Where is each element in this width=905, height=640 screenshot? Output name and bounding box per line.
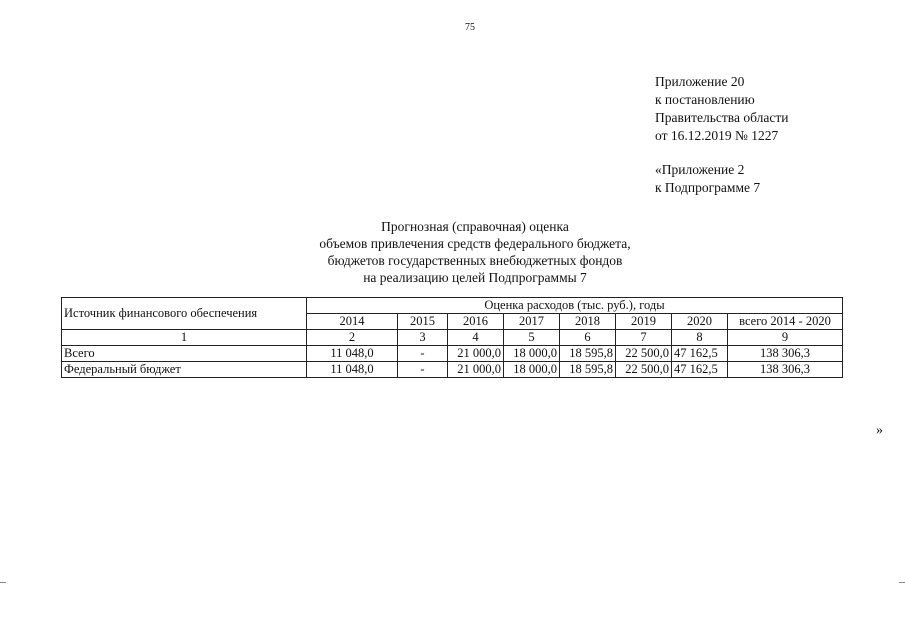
page-number: 75: [465, 22, 475, 33]
header-estimate: Оценка расходов (тыс. руб.), годы: [307, 298, 843, 314]
value-cell: 47 162,5: [672, 362, 728, 378]
column-number: 6: [560, 330, 616, 346]
appendix-reference: [655, 73, 788, 197]
year-cell: 2020: [672, 314, 728, 330]
value-cell: 11 048,0: [307, 362, 398, 378]
funding-table: [61, 297, 843, 378]
value-cell: 21 000,0: [448, 346, 504, 362]
column-number: 5: [504, 330, 560, 346]
year-cell: всего 2014 - 2020: [728, 314, 843, 330]
column-number: 3: [398, 330, 448, 346]
appendix-line: от 16.12.2019 № 1227: [655, 128, 779, 143]
table-row: [62, 362, 843, 378]
value-cell: 22 500,0: [616, 362, 672, 378]
row-label: Всего: [62, 346, 307, 362]
value-cell: 138 306,3: [728, 346, 843, 362]
header-source: Источник финансового обеспечения: [62, 298, 307, 330]
title-line: на реализацию целей Подпрограммы 7: [363, 270, 587, 285]
column-number: 1: [62, 330, 307, 346]
table-row: [62, 346, 843, 362]
table-column-numbers-row: [62, 330, 843, 346]
value-cell: 21 000,0: [448, 362, 504, 378]
right-edge-mark: [899, 582, 905, 583]
year-cell: 2016: [448, 314, 504, 330]
value-cell: 47 162,5: [672, 346, 728, 362]
value-cell: 18 000,0: [504, 346, 560, 362]
title-line: бюджетов государственных внебюджетных фондов: [327, 253, 623, 268]
column-number: 7: [616, 330, 672, 346]
table-header-row: [62, 298, 843, 314]
appendix-line: Приложение 20: [655, 74, 745, 89]
column-number: 9: [728, 330, 843, 346]
year-cell: 2018: [560, 314, 616, 330]
value-cell: 138 306,3: [728, 362, 843, 378]
column-number: 2: [307, 330, 398, 346]
appendix-line: Правительства области: [655, 110, 789, 125]
column-number: 8: [672, 330, 728, 346]
value-cell: 18 595,8: [560, 362, 616, 378]
appendix-line: к постановлению: [655, 92, 755, 107]
value-cell: -: [398, 346, 448, 362]
year-cell: 2015: [398, 314, 448, 330]
title-line: Прогнозная (справочная) оценка: [381, 219, 569, 234]
value-cell: 11 048,0: [307, 346, 398, 362]
year-cell: 2014: [307, 314, 398, 330]
value-cell: 18 000,0: [504, 362, 560, 378]
value-cell: 18 595,8: [560, 346, 616, 362]
value-cell: -: [398, 362, 448, 378]
appendix-line: «Приложение 2: [655, 162, 745, 177]
appendix-line: к Подпрограмме 7: [655, 180, 761, 195]
value-cell: 22 500,0: [616, 346, 672, 362]
year-cell: 2017: [504, 314, 560, 330]
left-edge-mark: [0, 582, 6, 583]
title-line: объемов привлечения средств федерального бюджета,: [319, 236, 631, 251]
row-label: Федеральный бюджет: [62, 362, 307, 378]
year-cell: 2019: [616, 314, 672, 330]
column-number: 4: [448, 330, 504, 346]
appendix-gap: [655, 145, 788, 161]
document-title: [260, 218, 690, 286]
closing-quote: »: [876, 423, 883, 438]
